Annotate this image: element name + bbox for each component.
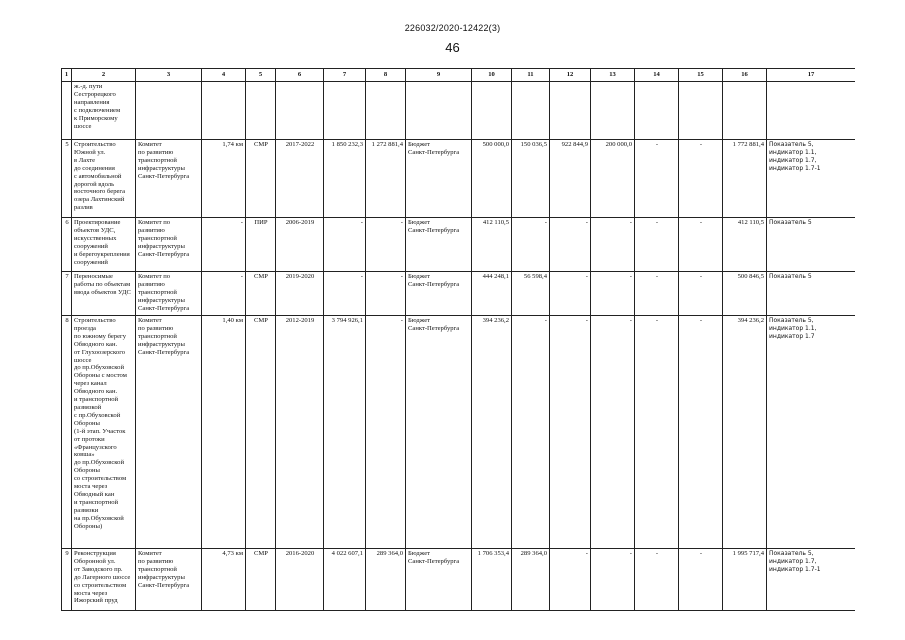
period-value — [276, 82, 324, 140]
length-value: 1,40 км — [202, 316, 246, 549]
value-col-16: 1 772 881,4 — [723, 140, 767, 218]
value-col-15: - — [679, 218, 723, 272]
indicators: Показатель 5 — [767, 218, 856, 272]
page-number: 46 — [445, 40, 460, 55]
responsible-organization: Комитет по развитию транспортной инфраструктуры Санкт-Петербурга — [136, 140, 202, 218]
row-number: 6 — [62, 218, 72, 272]
value-col-11: 150 036,5 — [512, 140, 550, 218]
object-name: Проектирование объектов УДС, искусственных сооружений и берегоукрепления сооружений — [72, 218, 136, 272]
table-row — [62, 218, 856, 272]
value-col-8: 289 364,0 — [366, 549, 406, 611]
work-type — [246, 82, 276, 140]
value-col-7: - — [324, 218, 366, 272]
responsible-organization — [136, 82, 202, 140]
value-col-13: - — [591, 316, 635, 549]
object-name: Строительство проезда по южному берегу Обводного кан. от Глухоозерского шоссе до пр.Обуховской Обороны с мостом через канал Обводного кан. и транспортной развязкой с пр.Обуховской Обороны (1-й этап. Участок от протоки «Французского ковша» до пр.Обуховской Обороны со строительством моста через Обводный кан и транспортной развязки на пр.Обуховской Обороны) — [72, 316, 136, 549]
value-col-8: - — [366, 218, 406, 272]
length-value — [202, 82, 246, 140]
value-col-7: - — [324, 272, 366, 316]
table-row — [62, 272, 856, 316]
table-wrapper — [61, 68, 855, 640]
column-header: 1 — [62, 69, 72, 82]
value-col-15: - — [679, 316, 723, 549]
funding-source: Бюджет Санкт-Петербурга — [406, 218, 472, 272]
value-col-12: - — [550, 272, 591, 316]
value-col-16: 394 236,2 — [723, 316, 767, 549]
value-col-8: - — [366, 272, 406, 316]
column-header: 10 — [472, 69, 512, 82]
row-number — [62, 82, 72, 140]
work-type: СМР — [246, 549, 276, 611]
value-col-10: 444 248,1 — [472, 272, 512, 316]
column-number-row — [62, 69, 856, 82]
responsible-organization: Комитет по развитию транспортной инфраструктуры Санкт-Петербурга — [136, 218, 202, 272]
row-number: 5 — [62, 140, 72, 218]
table-row — [62, 140, 856, 218]
funding-source: Бюджет Санкт-Петербурга — [406, 549, 472, 611]
value-col-16: 500 846,5 — [723, 272, 767, 316]
value-col-14 — [635, 82, 679, 140]
value-col-14: - — [635, 140, 679, 218]
work-type: ПИР — [246, 218, 276, 272]
column-header: 7 — [324, 69, 366, 82]
value-col-12 — [550, 82, 591, 140]
column-header: 14 — [635, 69, 679, 82]
value-col-13: - — [591, 218, 635, 272]
value-col-8 — [366, 82, 406, 140]
value-col-10: 500 000,0 — [472, 140, 512, 218]
value-col-10 — [472, 82, 512, 140]
work-type: СМР — [246, 272, 276, 316]
length-value: 4,73 км — [202, 549, 246, 611]
value-col-14: - — [635, 272, 679, 316]
column-header: 5 — [246, 69, 276, 82]
funding-source: Бюджет Санкт-Петербурга — [406, 272, 472, 316]
responsible-organization: Комитет по развитию транспортной инфраструктуры Санкт-Петербурга — [136, 316, 202, 549]
column-header: 8 — [366, 69, 406, 82]
value-col-7: 1 850 232,3 — [324, 140, 366, 218]
object-name: Реконструкция Оборонной ул. от Заводского пр. до Лагерного шоссе со строительством моста через Ижорский пруд — [72, 549, 136, 611]
value-col-11: 289 364,0 — [512, 549, 550, 611]
period-value: 2017-2022 — [276, 140, 324, 218]
value-col-10: 394 236,2 — [472, 316, 512, 549]
object-name: Строительство Южной ул. в Лахте до соединения с автомобильной дорогой вдоль восточного берега озера Лахтинский разлив — [72, 140, 136, 218]
value-col-13: - — [591, 272, 635, 316]
value-col-11: 56 598,4 — [512, 272, 550, 316]
column-header: 17 — [767, 69, 856, 82]
work-type: СМР — [246, 140, 276, 218]
program-table — [61, 68, 855, 611]
column-header: 4 — [202, 69, 246, 82]
column-header: 12 — [550, 69, 591, 82]
value-col-7 — [324, 82, 366, 140]
value-col-12: - — [550, 316, 591, 549]
funding-source: Бюджет Санкт-Петербурга — [406, 316, 472, 549]
value-col-15: - — [679, 272, 723, 316]
object-name: Переносимые работы по объектам ввода объектов УДС — [72, 272, 136, 316]
table-row — [62, 82, 856, 140]
work-type: СМР — [246, 316, 276, 549]
table-row — [62, 316, 856, 549]
value-col-11: - — [512, 316, 550, 549]
value-col-13: 200 000,0 — [591, 140, 635, 218]
period-value: 2006-2019 — [276, 218, 324, 272]
length-value: 1,74 км — [202, 140, 246, 218]
value-col-10: 1 706 353,4 — [472, 549, 512, 611]
length-value: - — [202, 218, 246, 272]
funding-source — [406, 82, 472, 140]
value-col-8: - — [366, 316, 406, 549]
column-header: 13 — [591, 69, 635, 82]
indicators — [767, 82, 856, 140]
value-col-8: 1 272 881,4 — [366, 140, 406, 218]
value-col-13: - — [591, 549, 635, 611]
value-col-12: - — [550, 549, 591, 611]
column-header: 9 — [406, 69, 472, 82]
value-col-15 — [679, 82, 723, 140]
document-number: 226032/2020-12422(3) — [404, 23, 501, 33]
indicators: Показатель 5, индикатор 1.7, индикатор 1.7-1 — [767, 549, 856, 611]
value-col-16: 1 995 717,4 — [723, 549, 767, 611]
column-header: 6 — [276, 69, 324, 82]
column-header: 15 — [679, 69, 723, 82]
period-value: 2016-2020 — [276, 549, 324, 611]
table-row — [62, 549, 856, 611]
value-col-12: - — [550, 218, 591, 272]
value-col-11 — [512, 82, 550, 140]
value-col-10: 412 110,5 — [472, 218, 512, 272]
value-col-14: - — [635, 316, 679, 549]
period-value: 2012-2019 — [276, 316, 324, 549]
row-number: 7 — [62, 272, 72, 316]
value-col-12: 922 844,9 — [550, 140, 591, 218]
value-col-11: - — [512, 218, 550, 272]
value-col-7: 4 022 607,1 — [324, 549, 366, 611]
indicators: Показатель 5, индикатор 1.1, индикатор 1.7, индикатор 1.7-1 — [767, 140, 856, 218]
responsible-organization: Комитет по развитию транспортной инфраструктуры Санкт-Петербурга — [136, 272, 202, 316]
indicators: Показатель 5, индикатор 1.1, индикатор 1.7 — [767, 316, 856, 549]
column-header: 2 — [72, 69, 136, 82]
row-number: 9 — [62, 549, 72, 611]
value-col-7: 3 794 926,1 — [324, 316, 366, 549]
row-number: 8 — [62, 316, 72, 549]
period-value: 2019-2020 — [276, 272, 324, 316]
value-col-15: - — [679, 140, 723, 218]
object-name: ж.-д. пути Сестрорецкого направления с подключением к Приморскому шоссе — [72, 82, 136, 140]
value-col-14: - — [635, 549, 679, 611]
length-value: - — [202, 272, 246, 316]
responsible-organization: Комитет по развитию транспортной инфраструктуры Санкт-Петербурга — [136, 549, 202, 611]
funding-source: Бюджет Санкт-Петербурга — [406, 140, 472, 218]
value-col-13 — [591, 82, 635, 140]
value-col-16 — [723, 82, 767, 140]
value-col-14: - — [635, 218, 679, 272]
indicators: Показатель 5 — [767, 272, 856, 316]
column-header: 11 — [512, 69, 550, 82]
column-header: 3 — [136, 69, 202, 82]
value-col-15: - — [679, 549, 723, 611]
column-header: 16 — [723, 69, 767, 82]
value-col-16: 412 110,5 — [723, 218, 767, 272]
